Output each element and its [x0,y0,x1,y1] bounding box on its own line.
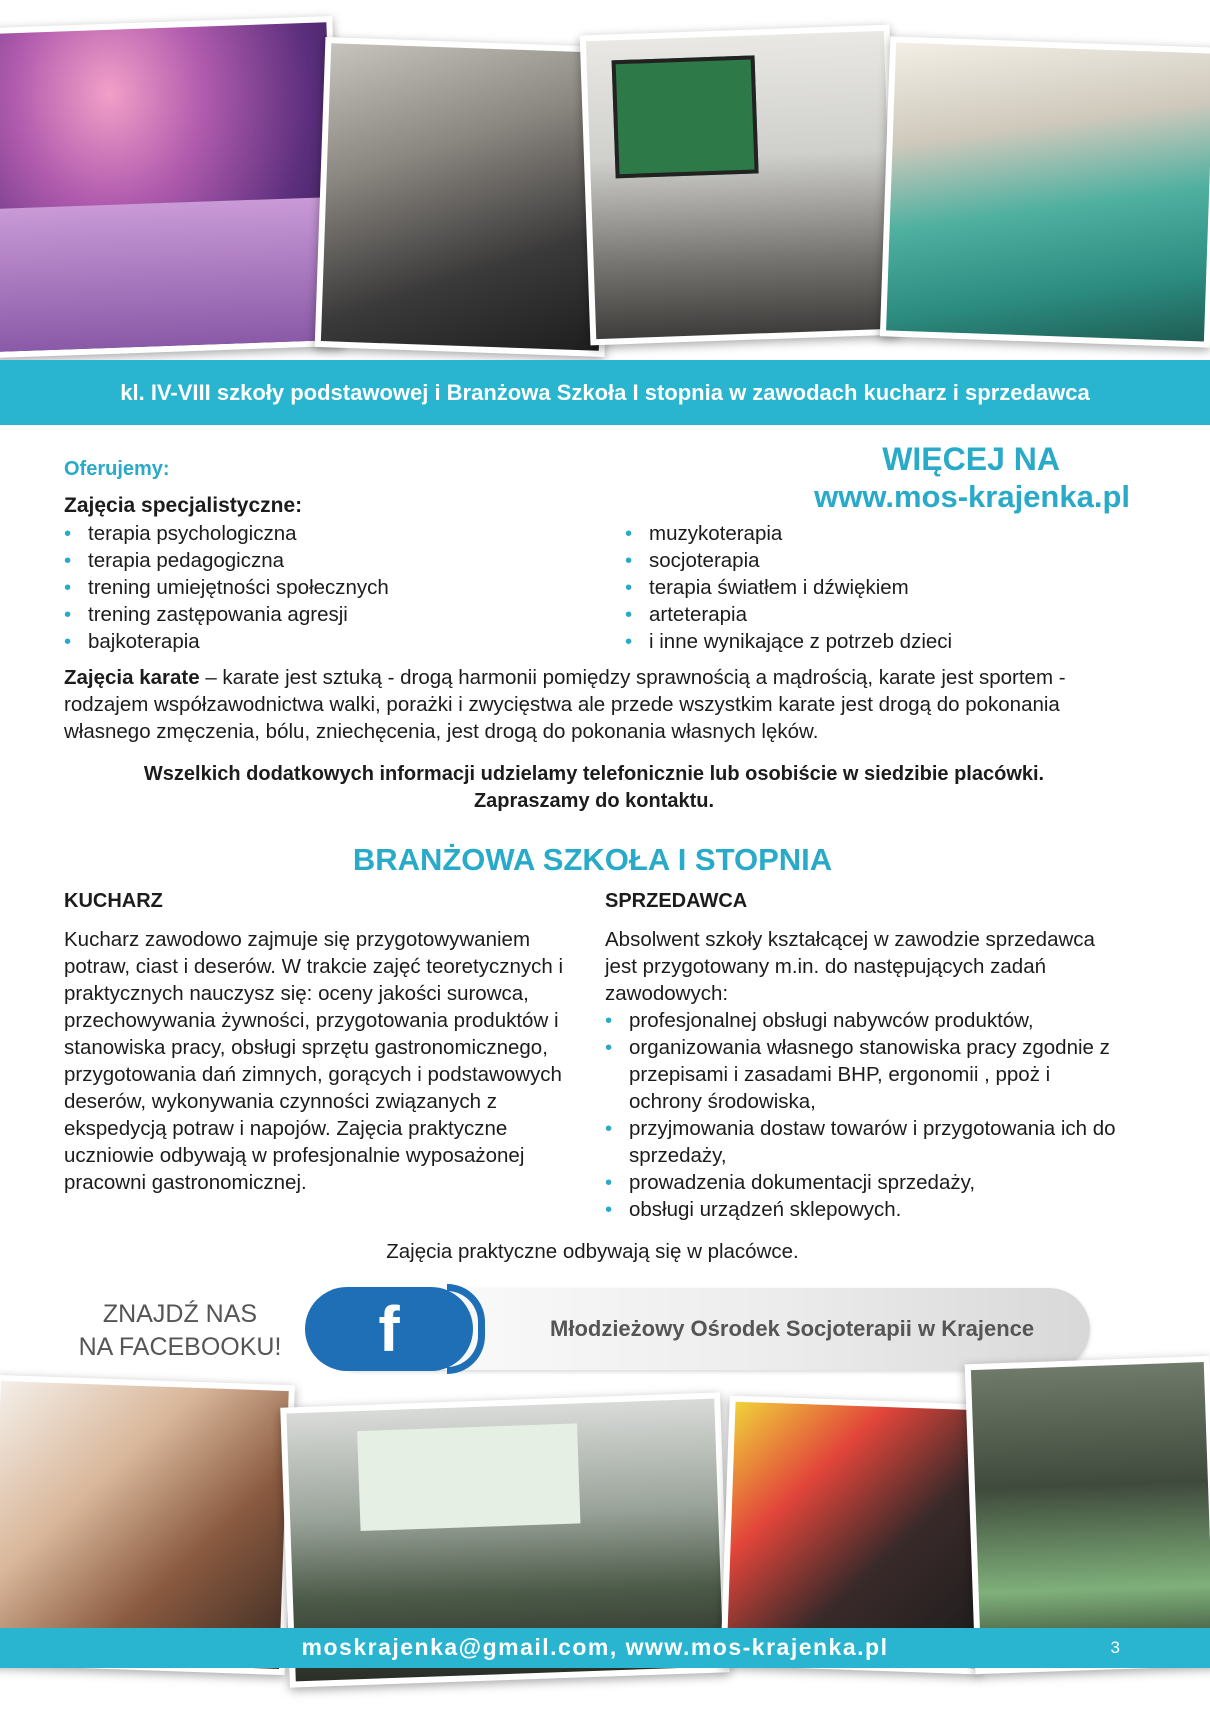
list-item: • trening zastępowania agresji [64,601,389,628]
practical-note: Zajęcia praktyczne odbywają się w placówce. [386,1240,799,1263]
title-band [0,360,1210,425]
more-info [814,440,1130,516]
footer-contact[interactable]: moskrajenka@gmail.com, www.mos-krajenka.pl [301,1634,889,1660]
list-item: • trening umiejętności społecznych [64,574,389,601]
special-list-left [64,520,389,655]
find-us-line-2: NA FACEBOOKU! [78,1333,282,1361]
find-us-facebook [70,1298,290,1364]
karate-paragraph [64,664,1144,745]
special-classes-title: Zajęcia specjalistyczne: [64,494,303,517]
sprzedawca-intro: Absolwent szkoły kształcącej w zawodzie sprzedawca jest przygotowany m.in. do następujących zadań zawodowych: [605,928,1095,1005]
find-us-line-1: ZNAJDŹ NAS [102,1300,258,1328]
offer-label: Oferujemy: [64,458,170,480]
more-info-heading: WIĘCEJ NA [882,441,1060,477]
kucharz-text: Kucharz zawodowo zajmuje się przygotowywaniem potraw, ciast i deserów. W trakcie zajęć teoretycznych i praktycznych nauczysz się: oceny jakości surowca, przechowywania żywności, przygotowania produktów i stanowiska pracy, obsługi sprzętu gastronomicznego, przygotowania dań zimnych, gorących i podstawowych deserów, wykonywania czynności związanych z ekspedycją potraw i napojów. Zajęcia praktyczne uczniowie odbywają w profesjonalnie wyposażonej pracowni gastronomicznej. [64,928,564,1194]
photo-computer-room [315,37,616,357]
list-item: • obsługi urządzeń sklepowych. [605,1196,1125,1223]
facebook-page-name: Młodzieżowy Ośrodek Socjoterapii w Krajence [550,1316,1035,1341]
page-number: 3 [1110,1638,1120,1657]
list-item: • arteterapia [625,601,952,628]
footer-bar [0,1628,1210,1668]
facebook-button[interactable] [305,1287,473,1371]
photo-game-room [965,1356,1210,1674]
vocational-school-heading: BRANŻOWA SZKOŁA I STOPNIA [352,842,833,877]
list-item: • socjoterapia [625,547,952,574]
list-item: • przyjmowania dostaw towarów i przygotowania ich do sprzedaży, [605,1115,1125,1169]
list-item: • terapia pedagogiczna [64,547,389,574]
facebook-icon: f [378,1293,400,1365]
list-item: • bajkoterapia [64,628,389,655]
info-line-1: Wszelkich dodatkowych informacji udzielamy telefonicznie lub osobiście w siedzibie placówki. [143,763,1045,785]
list-item: • terapia światłem i dźwiękiem [625,574,952,601]
special-list-right [625,520,952,655]
karate-title: Zajęcia karate [64,666,200,689]
list-item: • profesjonalnej obsługi nabywców produktów, [605,1007,1125,1034]
list-item: • terapia psychologiczna [64,520,389,547]
list-item: • prowadzenia dokumentacji sprzedaży, [605,1169,1125,1196]
title-band-text: kl. IV-VIII szkoły podstawowej i Branżowa Szkoła I stopnia w zawodach kucharz i sprzedawca [120,379,1090,405]
list-item: • organizowania własnego stanowiska pracy zgodnie z przepisami i zasadami BHP, ergonomii , ppoż i ochrony środowiska, [605,1034,1125,1115]
photo-sensory-room [0,16,344,358]
list-item: • i inne wynikające z potrzeb dzieci [625,628,952,655]
karate-text: – karate jest sztuką - drogą harmonii pomiędzy sprawnością a mądrością, karate jest sportem - rodzajem współzawodnictwa walki, porażki i zwycięstwa ale przede wszystkim karate jest drogą do pokonania własnego zmęczenia, bólu, zniechęcenia, jest drogą do pokonania własnych lęków. [64,666,1066,743]
info-line-2: Zapraszamy do kontaktu. [473,790,715,812]
photo-cooking-class [880,36,1210,347]
list-item: • muzykoterapia [625,520,952,547]
sprzedawca-title: SPRZEDAWCA [605,890,748,912]
website-link[interactable]: www.mos-krajenka.pl [814,479,1130,514]
sprzedawca-list [605,1007,1125,1223]
kucharz-title: KUCHARZ [64,890,163,912]
photo-classroom [580,25,901,346]
